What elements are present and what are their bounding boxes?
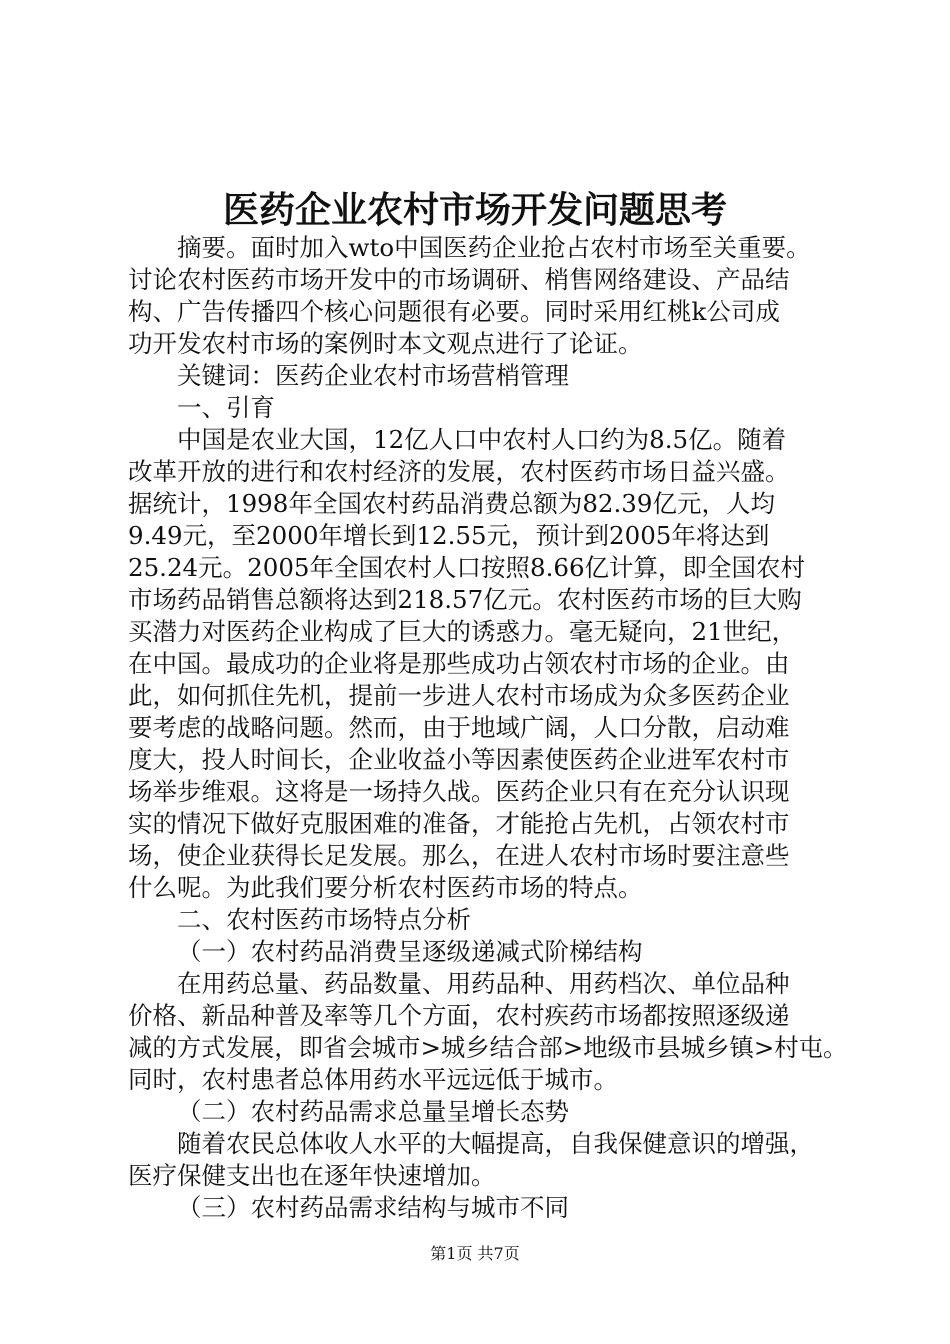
document-body [128,232,848,1224]
text-line: 构、广告传播四个核心问题很有必要。同时采用红桃k公司成 [128,297,780,326]
text-line: 讨论农村医药市场开发中的市场调研、梢售网络建设、产品结 [128,265,790,294]
text-line: 二、农村医药市场特点分析 [177,905,471,934]
text-line: 摘要。面时加入wto中国医药企业抢占农村市场至关重要。 [177,233,811,262]
text-line: 场举步维艰。这将是一场持久战。医药企业只有在充分认识现 [128,777,790,806]
text-line: 医疗保健支出也在逐年快速增加。 [128,1161,496,1190]
text-line: 改革开放的进行和农村经济的发展，农村医药市场日益兴盛。 [128,457,790,486]
text-line: 什么呢。为此我们要分析农村医药市场的特点。 [128,873,643,902]
text-line: 据统计，1998年全国农村药品消费总额为82.39亿元，人均 [128,489,775,518]
text-line: （三）农村药品需求结构与城市不同 [177,1193,569,1222]
text-line: 此，如何抓住先机，提前一步进人农村市场成为众多医药企业 [128,681,790,710]
text-line: 随着农民总体收人水平的大幅提高，自我保健意识的增强， [177,1129,814,1158]
text-line: 中国是农业大国，12亿人口中农村人口约为8.5亿。随着 [177,425,787,454]
text-line: 度大，投人时间长，企业收益小等因素使医药企业进军农村市 [128,745,790,774]
text-line: 9.49元，至2000年增长到12.55元，预计到2005年将达到 [128,521,770,550]
text-line: 同时，农村患者总体用药水平远远低于城市。 [128,1065,618,1094]
text-line: 功开发农村市场的案例时本文观点进行了论证。 [128,329,643,358]
text-line: 价格、新品种普及率等几个方面，农村疾药市场都按照逐级递 [128,1001,790,1030]
text-line: 买潜力对医药企业构成了巨大的诱惑力。毫无疑向，21世纪， [128,617,797,646]
text-line: 在用药总量、药品数量、用药品种、用药档次、单位品种 [177,969,790,998]
text-line: 关键词：医药企业农村市场营梢管理 [177,361,569,390]
page-title: 医药企业农村市场开发问题思考 [222,189,727,231]
text-line: 场，使企业获得长足发展。那么，在进人农村市场时要注意些 [128,841,790,870]
text-line: 25.24元。2005年全国农村人口按照8.66亿计算，即全国农村 [128,553,806,582]
text-line: 要考虑的战略问题。然而，由于地域广阔，人口分散，启动难 [128,713,790,742]
text-line: （一）农村药品消费呈逐级递减式阶梯结构 [177,937,643,966]
text-line: （二）农村药品需求总量呈增长态势 [177,1097,569,1126]
text-line: 减的方式发展，即省会城市>城乡结合部>地级市县城乡镇>村屯。 [128,1033,848,1062]
text-line: 在中国。最成功的企业将是那些成功占领农村市场的企业。由 [128,649,790,678]
text-line: 实的情况下做好克服困难的准备，才能抢占先机，占领农村市 [128,809,790,838]
text-line: 一、引育 [177,393,275,422]
page-footer: 第1页 共7页 [430,1244,520,1263]
text-line: 市场药品销售总额将达到218.57亿元。农村医药市场的巨大购 [128,585,802,614]
